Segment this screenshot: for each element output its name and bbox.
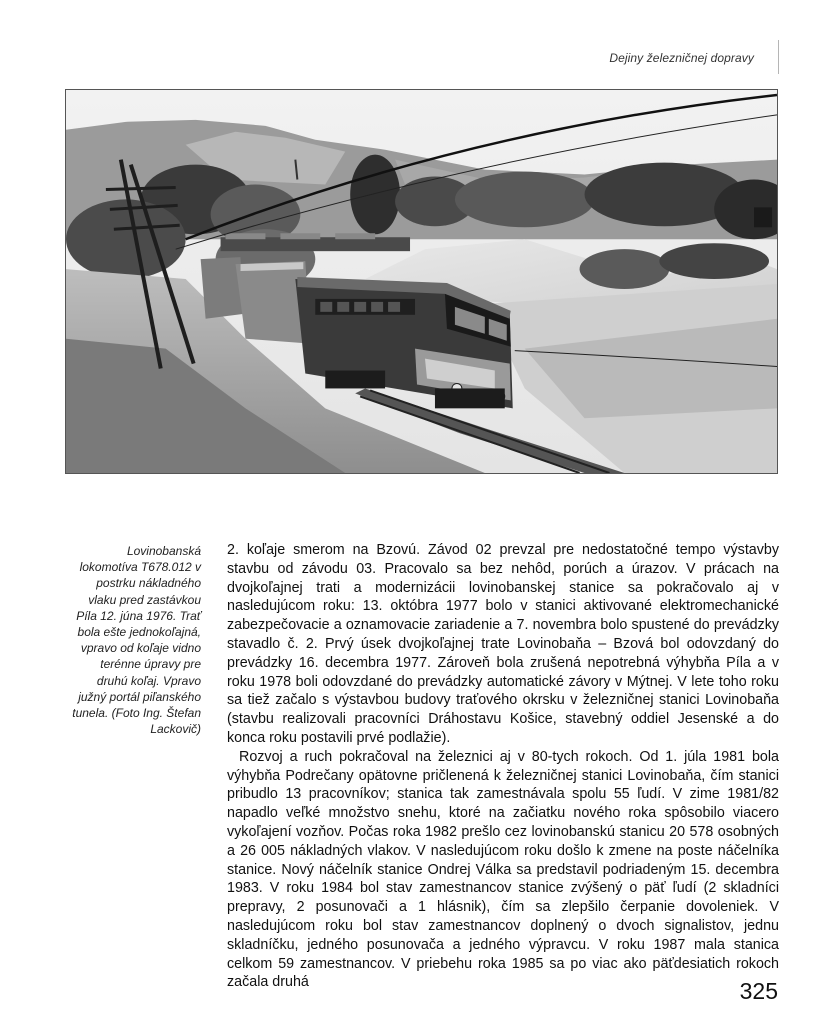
article-body [227, 541, 779, 992]
running-title: Dejiny železničnej dopravy [609, 51, 754, 65]
header-divider [778, 40, 779, 74]
page-number: 325 [739, 978, 778, 1004]
body-paragraph: 2. koľaje smerom na Bzovú. Závod 02 prevzal pre nedostatočné tempo výstavby stavbu od závodu 03. Pracovalo sa bez nehôd, porúch a úrazov. V prácach na dvojkoľajnej trati a modernizácii lovinobanskej stanice sa pokračovalo aj v nasledujúcom roku: 13. októbra 1977 bolo v stanici aktivované elektromechanické zabezpečovacie a oznamovacie zariadenie a 7. novembra bolo spustené do prevádzky stavadlo č. 2. Prvý úsek dvojkoľajnej trate Lovinobaňa – Bzová bol odovzdaný do prevádzky 16. decembra 1977. Zároveň bola zrušená nepotrebná výhybňa Píla a v roku 1978 boli odovzdané do prevádzky automatické závory v Mýtnej. V lete toho roku sa tiež začalo s výstavbou budovy traťového okrsku v železničnej stanici Lovinobaňa (stavbu realizovali pracovníci Dráhostavu Košice, stavebný oddiel Jesenské a do konca roku postavili prvé podlažie). [227, 542, 779, 746]
body-paragraph: Rozvoj a ruch pokračoval na železnici aj v 80-tych rokoch. Od 1. júla 1981 bola výhybňa Podrečany opätovne pričlenená k železničnej stanici Lovinobaňa, čím stanici pribudlo 13 pracovníkov; stanica tak zamestnávala spolu 55 ľudí. V zime 1981/82 napadlo veľké množstvo snehu, ktoré na začiatku nového roka spôsobilo viacero vykoľajení vozňov. Počas roka 1982 prešlo cez lovinobanskú stanicu 20 578 osobných a 26 005 nákladných vlakov. V nasledujúcom roku došlo k zmene na poste náčelníka stanice. Nový náčelník stanice Ondrej Válka sa predstavil podriadeným 15. decembra 1983. V roku 1984 bol stav zamestnancov stanice zvýšený o päť ľudí (2 skladníci prepravy, 2 posunovači a 1 hlásnik), čím sa zlepšilo čerpanie dovoleniek. V nasledujúcom roku bol stav zamestnancov doplnený o dvoch signalistov, jednu skladníčku, jedného posunovača a jedného výpravcu. V roku 1987 mala stanica celkom 59 zamestnancov. V priebehu roka 1985 sa po viac ako päťdesiatich rokoch začala druhá [227, 748, 779, 991]
photo-caption: Lovinobanská lokomotíva T678.012 v postrku nákladného vlaku pred zastávkou Píla 12. júna 1976. Trať bola ešte jednokoľajná, vpravo od koľaje vidno terénne úpravy pre druhú koľaj. Vpravo južný portál piľanského tunela. (Foto Ing. Štefan Lackovič) [72, 544, 201, 737]
photo-illustration [66, 90, 777, 473]
locomotive-photo [65, 89, 778, 474]
